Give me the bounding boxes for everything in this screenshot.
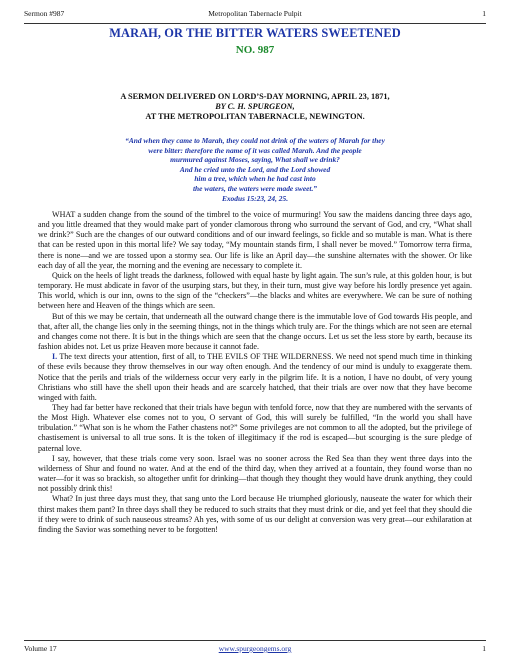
- paragraph-text: The text directs your attention, first of all, to THE EVILS OF THE WILDERNESS. We need not spend much time in thinking of these evils because they throw themselves in our way often enough. And the tendency of our mind is unduly to exaggerate them. Notice that the perils and trials of the wilderness occur very early in the pilgrim life. It is a notion, I have no doubt, of very young Christians who still have the shell upon their heads and are scarcely hatched, that their trials are over now that they have become winged with faith.: [38, 352, 472, 402]
- page-number-top: 1: [482, 9, 486, 18]
- paragraph-text: But of this we may be certain, that underneath all the outward change there is the immutable love of God towards His people, and that, after all, the change lies only in the seeming things, not in the things which truly are. For the things which are not seen are eternal and changes come not there. It is but in the things which are seen that the change occurs. Let us set the less store by earth, because its fashion abides not. Let us prize Heaven more because it cannot fade.: [38, 311, 472, 352]
- website-link[interactable]: www.spurgeongems.org: [218, 644, 292, 653]
- paragraph-text: They had far better have reckoned that their trials have begun with tenfold force, now that they are numbered with the servants of the Most High. Whatever else comes not to you, O servant of God, this will surely be fulfilled, “In the world you shall have tribulation.” “What son is he whom the Father chastens not?” Some privileges are not common to all the adopted, but the privilege of chastisement is universal to all true sons. It is the token of illegitimacy if the rod is escaped—but scourging is the sure pledge of paternal love.: [38, 402, 472, 453]
- paragraph: [38, 454, 472, 495]
- paragraph-text: What? In just three days must they, that sang unto the Lord because He triumphed gloriously, nauseate the water for which their thirst makes them pant? In three days shall they be reduced to such straits that they must drink or die, and yet feel that they should die if they were to drink of such nauseous streams? Ah yes, with some of us our delight at conversion was very great—our exhilaration at finding the Savior was something never to be forgotten!: [38, 494, 472, 534]
- paragraph-text: Quick on the heels of light treads the darkness, followed with equal haste by light again. The sun’s rule, at this golden hour, is but temporary. He must abdicate in favor of the usurping stars, but they, in their turn, must give way before his lordly presence yet again. This world, which is our inn, owns to the sign of the “checkers”—the blacks and whites are everywhere. We can be sure of nothing between here and Heaven of the things which are seen.: [38, 270, 472, 311]
- epigraph-line: murmured against Moses, saying, What shall we drink?: [170, 155, 340, 165]
- epigraph-line: And he cried unto the Lord, and the Lord showed: [179, 164, 331, 174]
- scripture-epigraph: [0, 136, 510, 203]
- paragraph: [38, 352, 472, 403]
- author-line: BY C. H. SPURGEON,: [215, 102, 295, 111]
- paragraph: [38, 312, 472, 353]
- page-number-bottom: 1: [482, 644, 486, 653]
- sermon-title: MARAH, OR THE BITTER WATERS SWEETENED: [109, 26, 401, 40]
- paragraph: [38, 403, 472, 454]
- page-header: [24, 7, 486, 21]
- paragraph-text: I say, however, that these trials come very soon. Israel was no sooner across the Red Sea than they went three days into the wilderness of Shur and found no water. And at the end of the third day, when they arrived at a fountain, they found worse than no water—for it was so brackish, so altogether unfit for drinking—that though they thought they would have drunk anything, they could not possibly drink this!: [38, 453, 472, 494]
- epigraph-line: were bitter: therefore the name of it was called Marah. And the people: [148, 145, 362, 155]
- sermon-body: [38, 210, 472, 535]
- publication-title: Metropolitan Tabernacle Pulpit: [208, 9, 302, 18]
- header-divider: [24, 23, 486, 24]
- paragraph: [38, 271, 472, 312]
- epigraph-line: the waters, the waters were made sweet.”: [193, 183, 317, 193]
- epigraph-line: “And when they came to Marah, they could not drink of the waters of Marah for they: [125, 136, 385, 145]
- delivery-line: A SERMON DELIVERED ON LORD’S-DAY MORNING, APRIL 23, 1871,: [120, 92, 390, 101]
- page-footer: [24, 643, 486, 655]
- location-line: AT THE METROPOLITAN TABERNACLE, NEWINGTON.: [145, 112, 365, 121]
- volume-label: Volume 17: [24, 644, 57, 653]
- sermon-number-label: Sermon #987: [24, 9, 65, 18]
- epigraph-line: him a tree, which when he had cast into: [194, 174, 316, 184]
- paragraph: [38, 494, 472, 535]
- footer-divider: [24, 640, 486, 641]
- paragraph: [38, 210, 472, 271]
- section-numeral: I.: [52, 352, 58, 362]
- epigraph-reference: Exodus 15:23, 24, 25.: [221, 193, 289, 203]
- sermon-number: NO. 987: [235, 44, 275, 56]
- paragraph-text: WHAT a sudden change from the sound of the timbrel to the voice of murmuring! You saw the maidens dancing three days ago, and you little dreamed that they would make part of yonder clamorous throng who surround the servant of God, and cry, “What shall we drink?” Such are the changes of our outward conditions and of our inward feelings, so fickle and so mutable is man. What is there that can be rested upon in this mortal life? We say today, “My mountain stands firm, I shall never be moved.” Tomorrow terra firma, there is none—and we are tossed upon a stormy sea. Our life is like an April day—the sunshine alternates with the shower. Or like each day of all the year, the morning and the evening are necessary to complete it.: [38, 210, 472, 270]
